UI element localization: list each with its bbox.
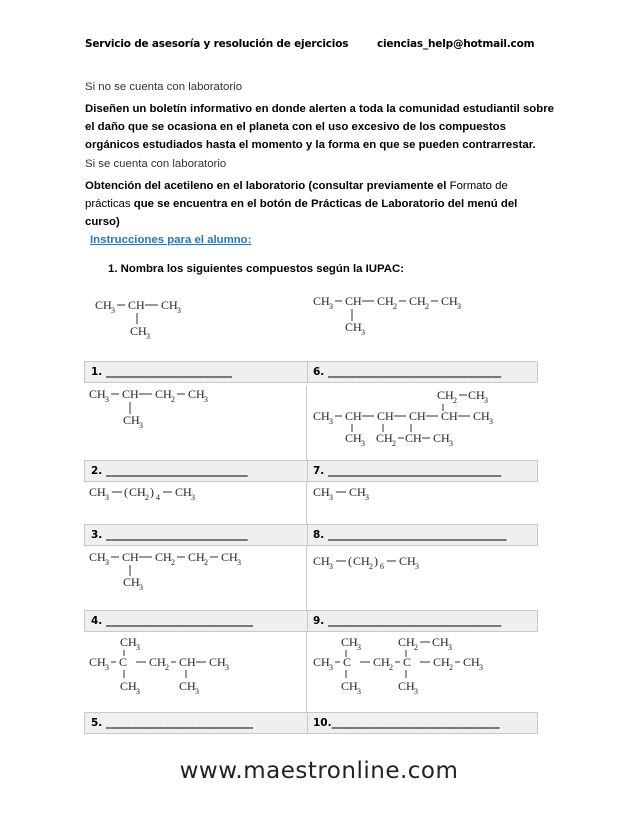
chem-group: C [343, 655, 352, 669]
chem-group: CH [405, 431, 422, 445]
chem-group: CH [120, 679, 137, 693]
chem-group: CH [345, 431, 362, 445]
chem-subscript: 2 [145, 493, 149, 502]
chem-subscript: 3 [479, 663, 483, 672]
answer-blank-6[interactable]: 6. _________________________________ [313, 366, 502, 378]
chem-group: CH [345, 294, 362, 308]
chem-subscript: 3 [139, 421, 143, 430]
chem-group: CH [89, 387, 106, 401]
chem-group: CH [89, 485, 106, 499]
chem-subscript: 3 [237, 558, 241, 567]
chem-subscript: 2 [171, 558, 175, 567]
chem-group: CH [130, 324, 147, 338]
chem-group: CH [345, 320, 362, 334]
chem-group: CH [179, 655, 196, 669]
chem-group: CH [179, 679, 196, 693]
chem-subscript: 3 [177, 306, 181, 315]
chem-group: CH [155, 550, 172, 564]
chem-subscript: 3 [415, 562, 419, 571]
chem-group: C [403, 655, 412, 669]
chem-group: CH [128, 298, 145, 312]
chem-subscript: 6 [380, 562, 384, 571]
chem-subscript: 3 [146, 332, 150, 341]
chem-group: CH [95, 298, 112, 312]
chem-subscript: 2 [171, 395, 175, 404]
chem-group: CH [433, 655, 450, 669]
chem-subscript: 3 [191, 493, 195, 502]
chem-subscript: 4 [156, 493, 160, 502]
chem-subscript: 3 [139, 583, 143, 592]
chem-subscript: 3 [329, 562, 333, 571]
chem-subscript: 3 [195, 687, 199, 696]
chem-subscript: 3 [357, 687, 361, 696]
chem-subscript: 3 [361, 328, 365, 337]
chem-subscript: 3 [365, 493, 369, 502]
chem-group: CH [313, 485, 330, 499]
chem-group: CH [353, 554, 370, 568]
chem-group: CH [122, 387, 139, 401]
chem-subscript: 2 [369, 562, 373, 571]
chem-subscript: 3 [111, 306, 115, 315]
chem-group: CH [468, 388, 485, 402]
footer-website: www.maestronline.com [179, 758, 459, 784]
section-no-lab-text: Diseñen un boletín informativo en donde alerten a toda la comunidad estudiantil sobre el daño que se ocasiona en el planeta con el uso excesivo de los compuestos orgánicos estudiados hasta el momento y la forma en que se pueden contrarrestar. [85, 103, 554, 151]
chem-subscript: 3 [484, 396, 488, 405]
chem-group: CH [345, 409, 362, 423]
chem-subscript: 3 [329, 663, 333, 672]
chem-subscript: 2 [392, 439, 396, 448]
chem-subscript: 3 [136, 687, 140, 696]
chem-group: CH [89, 550, 106, 564]
chem-group: C [119, 655, 128, 669]
answer-blank-10[interactable]: 10.________________________________ [313, 717, 500, 729]
chem-group: CH [377, 409, 394, 423]
chem-subscript: 3 [449, 439, 453, 448]
chem-group: CH [437, 388, 454, 402]
chem-subscript: 2 [425, 302, 429, 311]
chem-group: CH [313, 655, 330, 669]
chem-group: CH [398, 679, 415, 693]
chem-group: CH [155, 387, 172, 401]
instructions-link[interactable]: Instrucciones para el alumno: [90, 234, 252, 246]
chem-subscript: 3 [414, 687, 418, 696]
header-service-title: Servicio de asesoría y resolución de ejercicios [85, 38, 349, 50]
chem-paren: ( [348, 554, 352, 568]
chem-group: CH [441, 409, 458, 423]
chem-subscript: 3 [329, 493, 333, 502]
chem-group: CH [341, 679, 358, 693]
chem-group: CH [399, 554, 416, 568]
chem-group: CH [313, 409, 330, 423]
chem-subscript: 3 [357, 643, 361, 652]
chem-group: CH [175, 485, 192, 499]
answer-blank-3[interactable]: 3. ___________________________ [91, 529, 248, 541]
answer-blank-2[interactable]: 2. ___________________________ [91, 465, 248, 477]
chem-group: CH [463, 655, 480, 669]
chem-paren: ( [124, 485, 128, 499]
chem-subscript: 3 [329, 302, 333, 311]
chem-group: CH [341, 635, 358, 649]
chem-group: CH [149, 655, 166, 669]
chem-subscript: 2 [453, 396, 457, 405]
answer-blank-9[interactable]: 9. _________________________________ [313, 615, 502, 627]
chem-subscript: 3 [136, 643, 140, 652]
chem-group: CH [409, 409, 426, 423]
chem-group: CH [123, 575, 140, 589]
chem-subscript: 2 [165, 663, 169, 672]
chem-subscript: 3 [457, 302, 461, 311]
chem-group: CH [349, 485, 366, 499]
answer-blank-5[interactable]: 5. ____________________________ [91, 717, 253, 729]
answer-blank-8[interactable]: 8. __________________________________ [313, 529, 507, 541]
chem-group: CH [432, 635, 449, 649]
chem-subscript: 2 [414, 643, 418, 652]
chem-group: CH [441, 294, 458, 308]
chem-subscript: 3 [204, 395, 208, 404]
chem-subscript: 3 [361, 439, 365, 448]
chem-group: CH [120, 635, 137, 649]
chem-subscript: 3 [489, 417, 493, 426]
chem-subscript: 3 [105, 493, 109, 502]
answer-blank-1[interactable]: 1. ________________________ [91, 366, 232, 378]
chem-group: CH [398, 635, 415, 649]
section-no-lab-label: Si no se cuenta con laboratorio [85, 81, 243, 93]
chem-group: CH [221, 550, 238, 564]
answer-blank-7[interactable]: 7. _________________________________ [313, 465, 502, 477]
chem-group: CH [188, 550, 205, 564]
chem-group: CH [377, 294, 394, 308]
chem-group: CH [313, 554, 330, 568]
section-lab-text-part1: Obtención del acetileno en el laboratorio (consultar previamente el [85, 180, 447, 192]
section-lab-text-part2: Formato de prácticas [85, 180, 508, 210]
chem-paren: ) [374, 554, 378, 568]
chem-group: CH [209, 655, 226, 669]
section-lab-label: Si se cuenta con laboratorio [85, 158, 227, 170]
question-1: 1. Nombra los siguientes compuestos según la IUPAC: [108, 263, 405, 275]
chem-group: CH [473, 409, 490, 423]
chem-group: CH [122, 550, 139, 564]
chem-subscript: 3 [105, 663, 109, 672]
chem-subscript: 2 [389, 663, 393, 672]
chem-subscript: 3 [329, 417, 333, 426]
chem-group: CH [89, 655, 106, 669]
chem-subscript: 3 [105, 395, 109, 404]
chem-subscript: 3 [225, 663, 229, 672]
chem-group: CH [373, 655, 390, 669]
header-email: ciencias_help@hotmail.com [377, 38, 535, 50]
chem-subscript: 2 [204, 558, 208, 567]
chem-group: CH [123, 413, 140, 427]
chem-group: CH [409, 294, 426, 308]
chem-group: CH [188, 387, 205, 401]
chem-paren: ) [150, 485, 154, 499]
chem-subscript: 2 [393, 302, 397, 311]
chem-group: CH [161, 298, 178, 312]
answer-blank-4[interactable]: 4. ____________________________ [91, 615, 253, 627]
chem-subscript: 2 [449, 663, 453, 672]
chem-subscript: 3 [105, 558, 109, 567]
chem-group: CH [313, 294, 330, 308]
chem-group: CH [129, 485, 146, 499]
chem-group: CH [433, 431, 450, 445]
section-lab-text-part3: que se encuentra en el botón de Prácticas de Laboratorio del menú del curso) [85, 198, 518, 228]
chem-subscript: 3 [448, 643, 452, 652]
chem-group: CH [376, 431, 393, 445]
